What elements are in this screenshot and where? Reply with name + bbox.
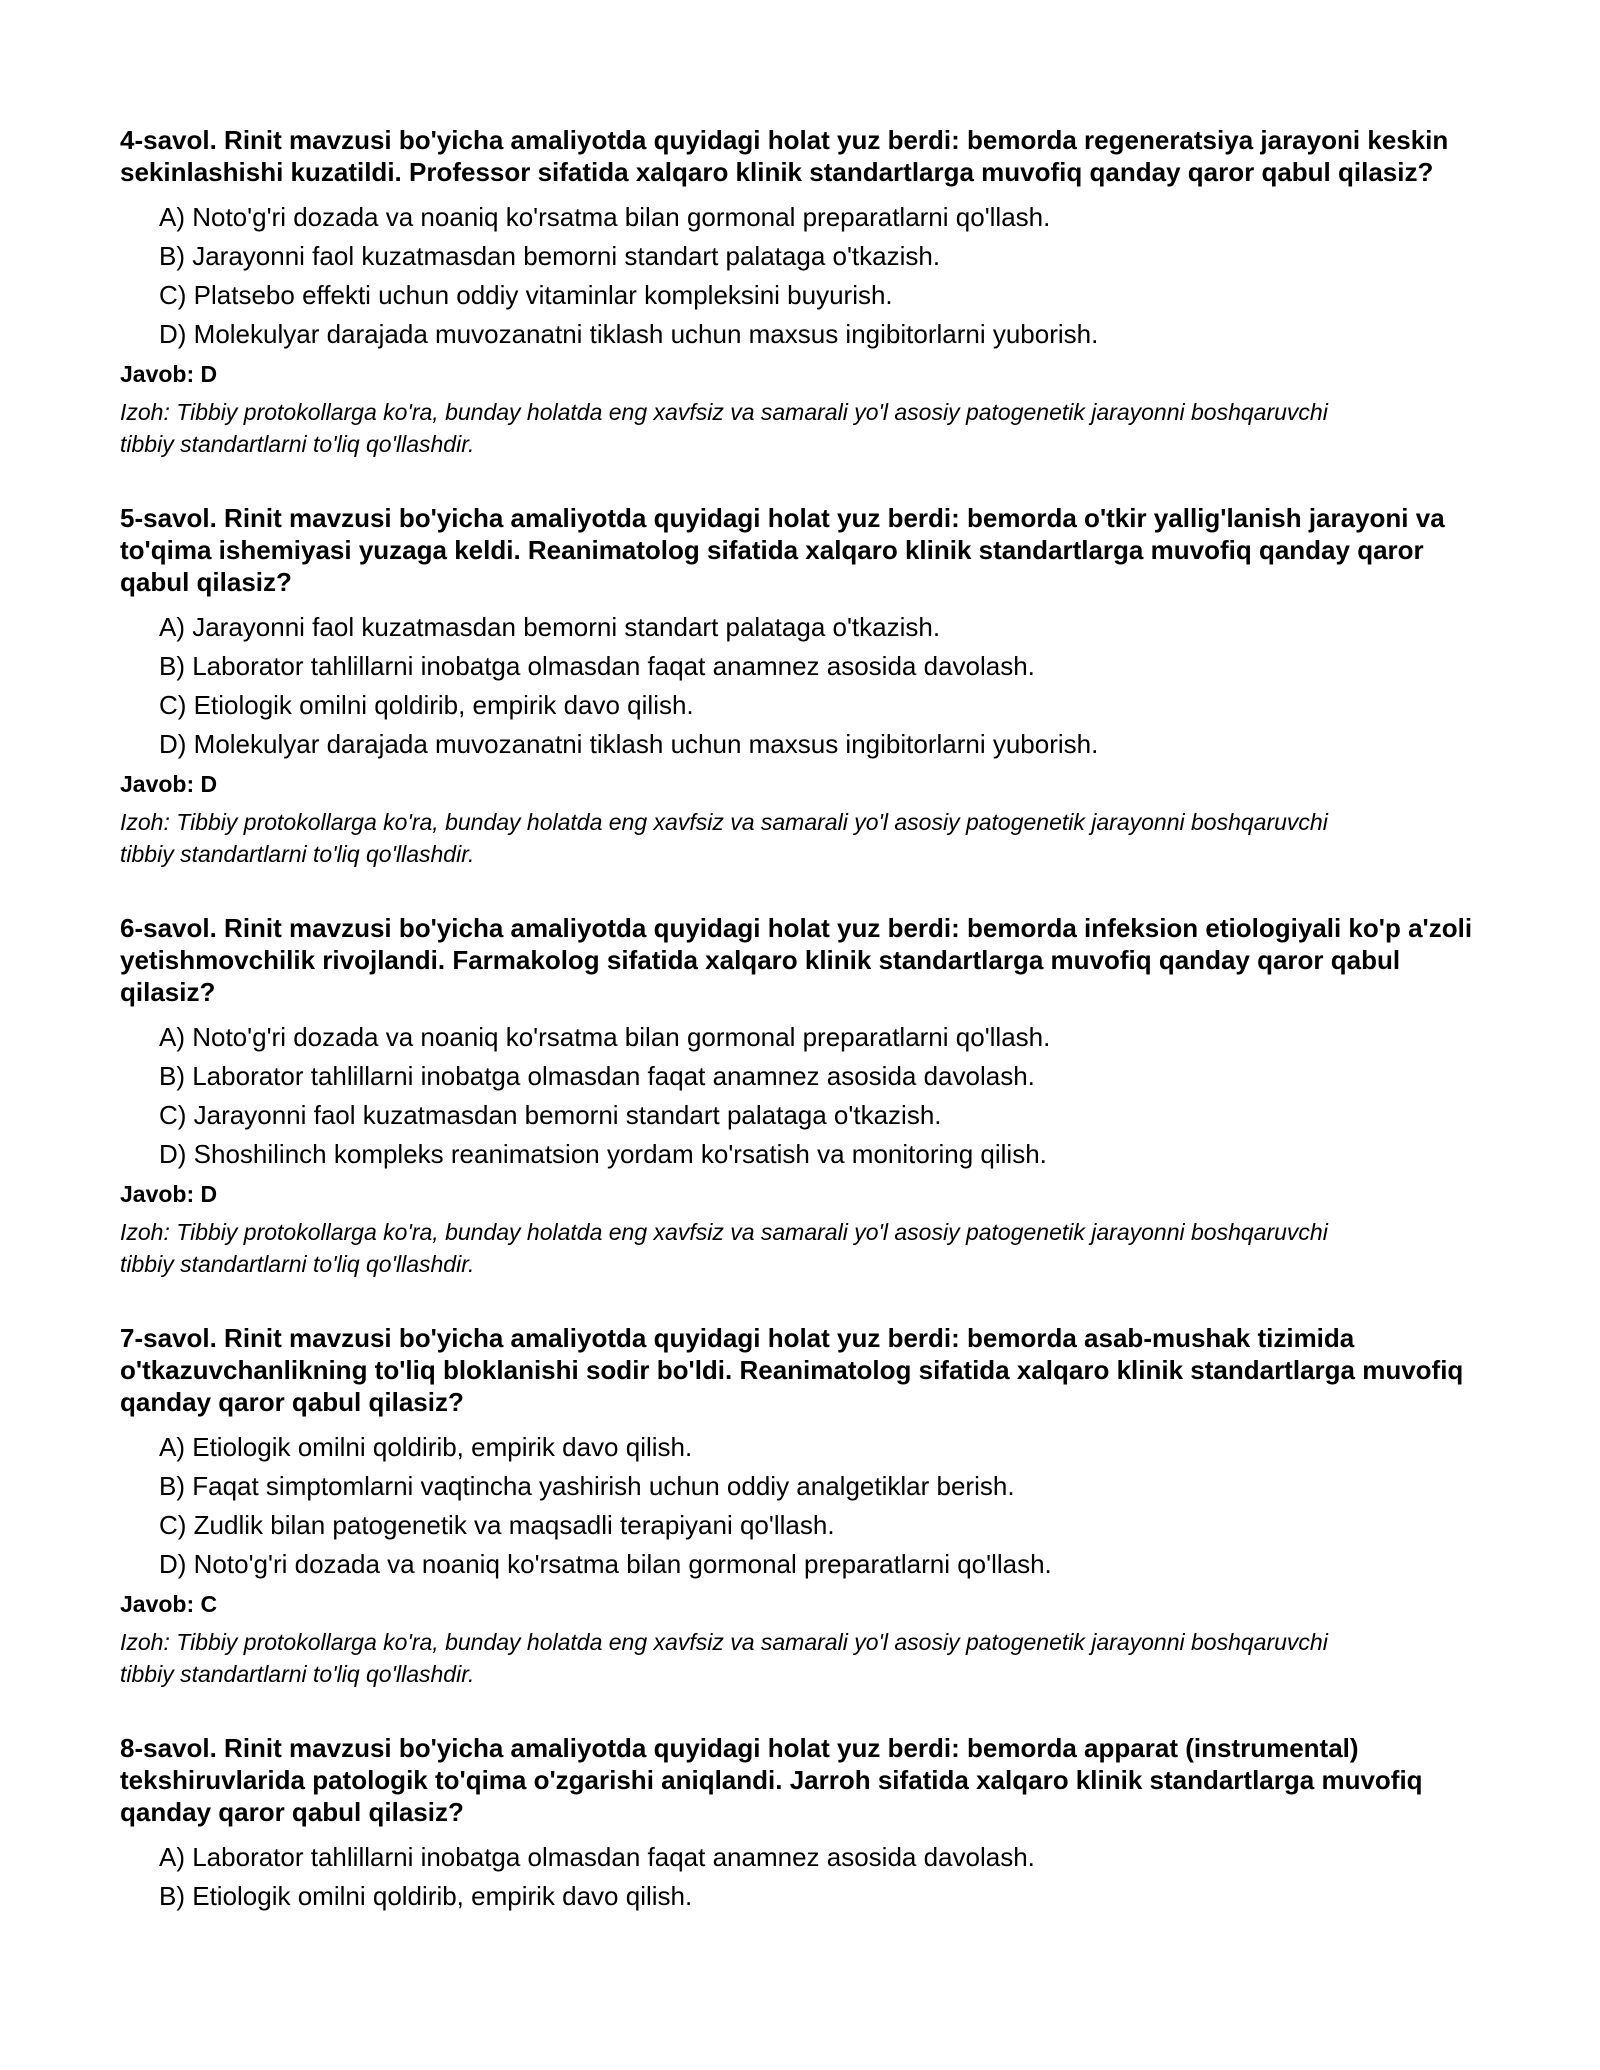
explanation-note: Izoh: Tibbiy protokollarga ko'ra, bunday holatda eng xavfsiz va samarali yo'l asosiy patogenetik jarayonni boshqaruvchi tibbiy standartlarni to'liq qo'llashdir. <box>120 1629 1328 1687</box>
answer-key: Javob: D <box>120 771 218 797</box>
question-title: 4-savol. Rinit mavzusi bo'yicha amaliyotda quyidagi holat yuz berdi: bemorda regeneratsiya jarayoni keskin sekinlashishi kuzatildi. Professor sifatida xalqaro klinik standartlarga muvofiq qanday qaror qabul qilasiz? <box>120 125 1449 187</box>
option-b: B) Faqat simptomlarni vaqtincha yashirish uchun oddiy analgetiklar berish. <box>159 1471 1015 1501</box>
explanation-note: Izoh: Tibbiy protokollarga ko'ra, bunday holatda eng xavfsiz va samarali yo'l asosiy patogenetik jarayonni boshqaruvchi tibbiy standartlarni to'liq qo'llashdir. <box>120 399 1328 457</box>
question-title: 5-savol. Rinit mavzusi bo'yicha amaliyotda quyidagi holat yuz berdi: bemorda o'tkir yallig'lanish jarayoni va to'qima ishemiyasi yuzaga keldi. Reanimatolog sifatida xalqaro klinik standartlarga muvofiq qanday qaror qabul qilasiz? <box>120 503 1445 597</box>
answer-options <box>120 608 1480 764</box>
document-page <box>120 124 1480 1958</box>
option-b: B) Jarayonni faol kuzatmasdan bemorni standart palataga o'tkazish. <box>159 241 941 271</box>
option-a: A) Noto'g'ri dozada va noaniq ko'rsatma bilan gormonal preparatlarni qo'llash. <box>159 202 1051 232</box>
answer-options <box>120 1428 1480 1584</box>
option-d: D) Molekulyar darajada muvozanatni tiklash uchun maxsus ingibitorlarni yuborish. <box>159 319 1099 349</box>
option-a: A) Laborator tahlillarni inobatga olmasdan faqat anamnez asosida davolash. <box>159 1842 1035 1872</box>
question-5 <box>120 502 1480 870</box>
question-title: 7-savol. Rinit mavzusi bo'yicha amaliyotda quyidagi holat yuz berdi: bemorda asab-mushak tizimida o'tkazuvchanlikning to'liq bloklanishi sodir bo'ldi. Reanimatolog sifatida xalqaro klinik standartlarga muvofiq qanday qaror qabul qilasiz? <box>120 1323 1464 1417</box>
option-b: B) Laborator tahlillarni inobatga olmasdan faqat anamnez asosida davolash. <box>159 1061 1035 1091</box>
question-4 <box>120 124 1480 460</box>
option-c: C) Jarayonni faol kuzatmasdan bemorni standart palataga o'tkazish. <box>159 1100 942 1130</box>
answer-key: Javob: D <box>120 361 218 387</box>
option-b: B) Etiologik omilni qoldirib, empirik davo qilish. <box>159 1881 693 1911</box>
option-c: C) Zudlik bilan patogenetik va maqsadli terapiyani qo'llash. <box>159 1510 835 1540</box>
explanation-note: Izoh: Tibbiy protokollarga ko'ra, bunday holatda eng xavfsiz va samarali yo'l asosiy patogenetik jarayonni boshqaruvchi tibbiy standartlarni to'liq qo'llashdir. <box>120 809 1328 867</box>
option-a: A) Noto'g'ri dozada va noaniq ko'rsatma bilan gormonal preparatlarni qo'llash. <box>159 1022 1051 1052</box>
answer-options <box>120 1838 1480 1916</box>
explanation-note: Izoh: Tibbiy protokollarga ko'ra, bunday holatda eng xavfsiz va samarali yo'l asosiy patogenetik jarayonni boshqaruvchi tibbiy standartlarni to'liq qo'llashdir. <box>120 1219 1328 1277</box>
answer-key: Javob: C <box>120 1591 218 1617</box>
option-d: D) Molekulyar darajada muvozanatni tiklash uchun maxsus ingibitorlarni yuborish. <box>159 729 1099 759</box>
answer-options <box>120 198 1480 354</box>
option-a: A) Etiologik omilni qoldirib, empirik davo qilish. <box>159 1432 693 1462</box>
answer-options <box>120 1018 1480 1174</box>
question-8 <box>120 1732 1480 1916</box>
option-c: C) Etiologik omilni qoldirib, empirik davo qilish. <box>159 690 694 720</box>
answer-key: Javob: D <box>120 1181 218 1207</box>
option-b: B) Laborator tahlillarni inobatga olmasdan faqat anamnez asosida davolash. <box>159 651 1035 681</box>
question-6 <box>120 912 1480 1280</box>
option-a: A) Jarayonni faol kuzatmasdan bemorni standart palataga o'tkazish. <box>159 612 941 642</box>
question-title: 8-savol. Rinit mavzusi bo'yicha amaliyotda quyidagi holat yuz berdi: bemorda apparat (instrumental) tekshiruvlarida patologik to'qima o'zgarishi aniqlandi. Jarroh sifatida xalqaro klinik standartlarga muvofiq qanday qaror qabul qilasiz? <box>120 1733 1423 1827</box>
option-d: D) Shoshilinch kompleks reanimatsion yordam ko'rsatish va monitoring qilish. <box>159 1139 1047 1169</box>
question-title: 6-savol. Rinit mavzusi bo'yicha amaliyotda quyidagi holat yuz berdi: bemorda infeksion etiologiyali ko'p a'zoli yetishmovchilik rivojlandi. Farmakolog sifatida xalqaro klinik standartlarga muvofiq qanday qaror qabul qilasiz? <box>120 913 1473 1007</box>
option-d: D) Noto'g'ri dozada va noaniq ko'rsatma bilan gormonal preparatlarni qo'llash. <box>159 1549 1052 1579</box>
question-7 <box>120 1322 1480 1690</box>
option-c: C) Platsebo effekti uchun oddiy vitaminlar kompleksini buyurish. <box>159 280 893 310</box>
